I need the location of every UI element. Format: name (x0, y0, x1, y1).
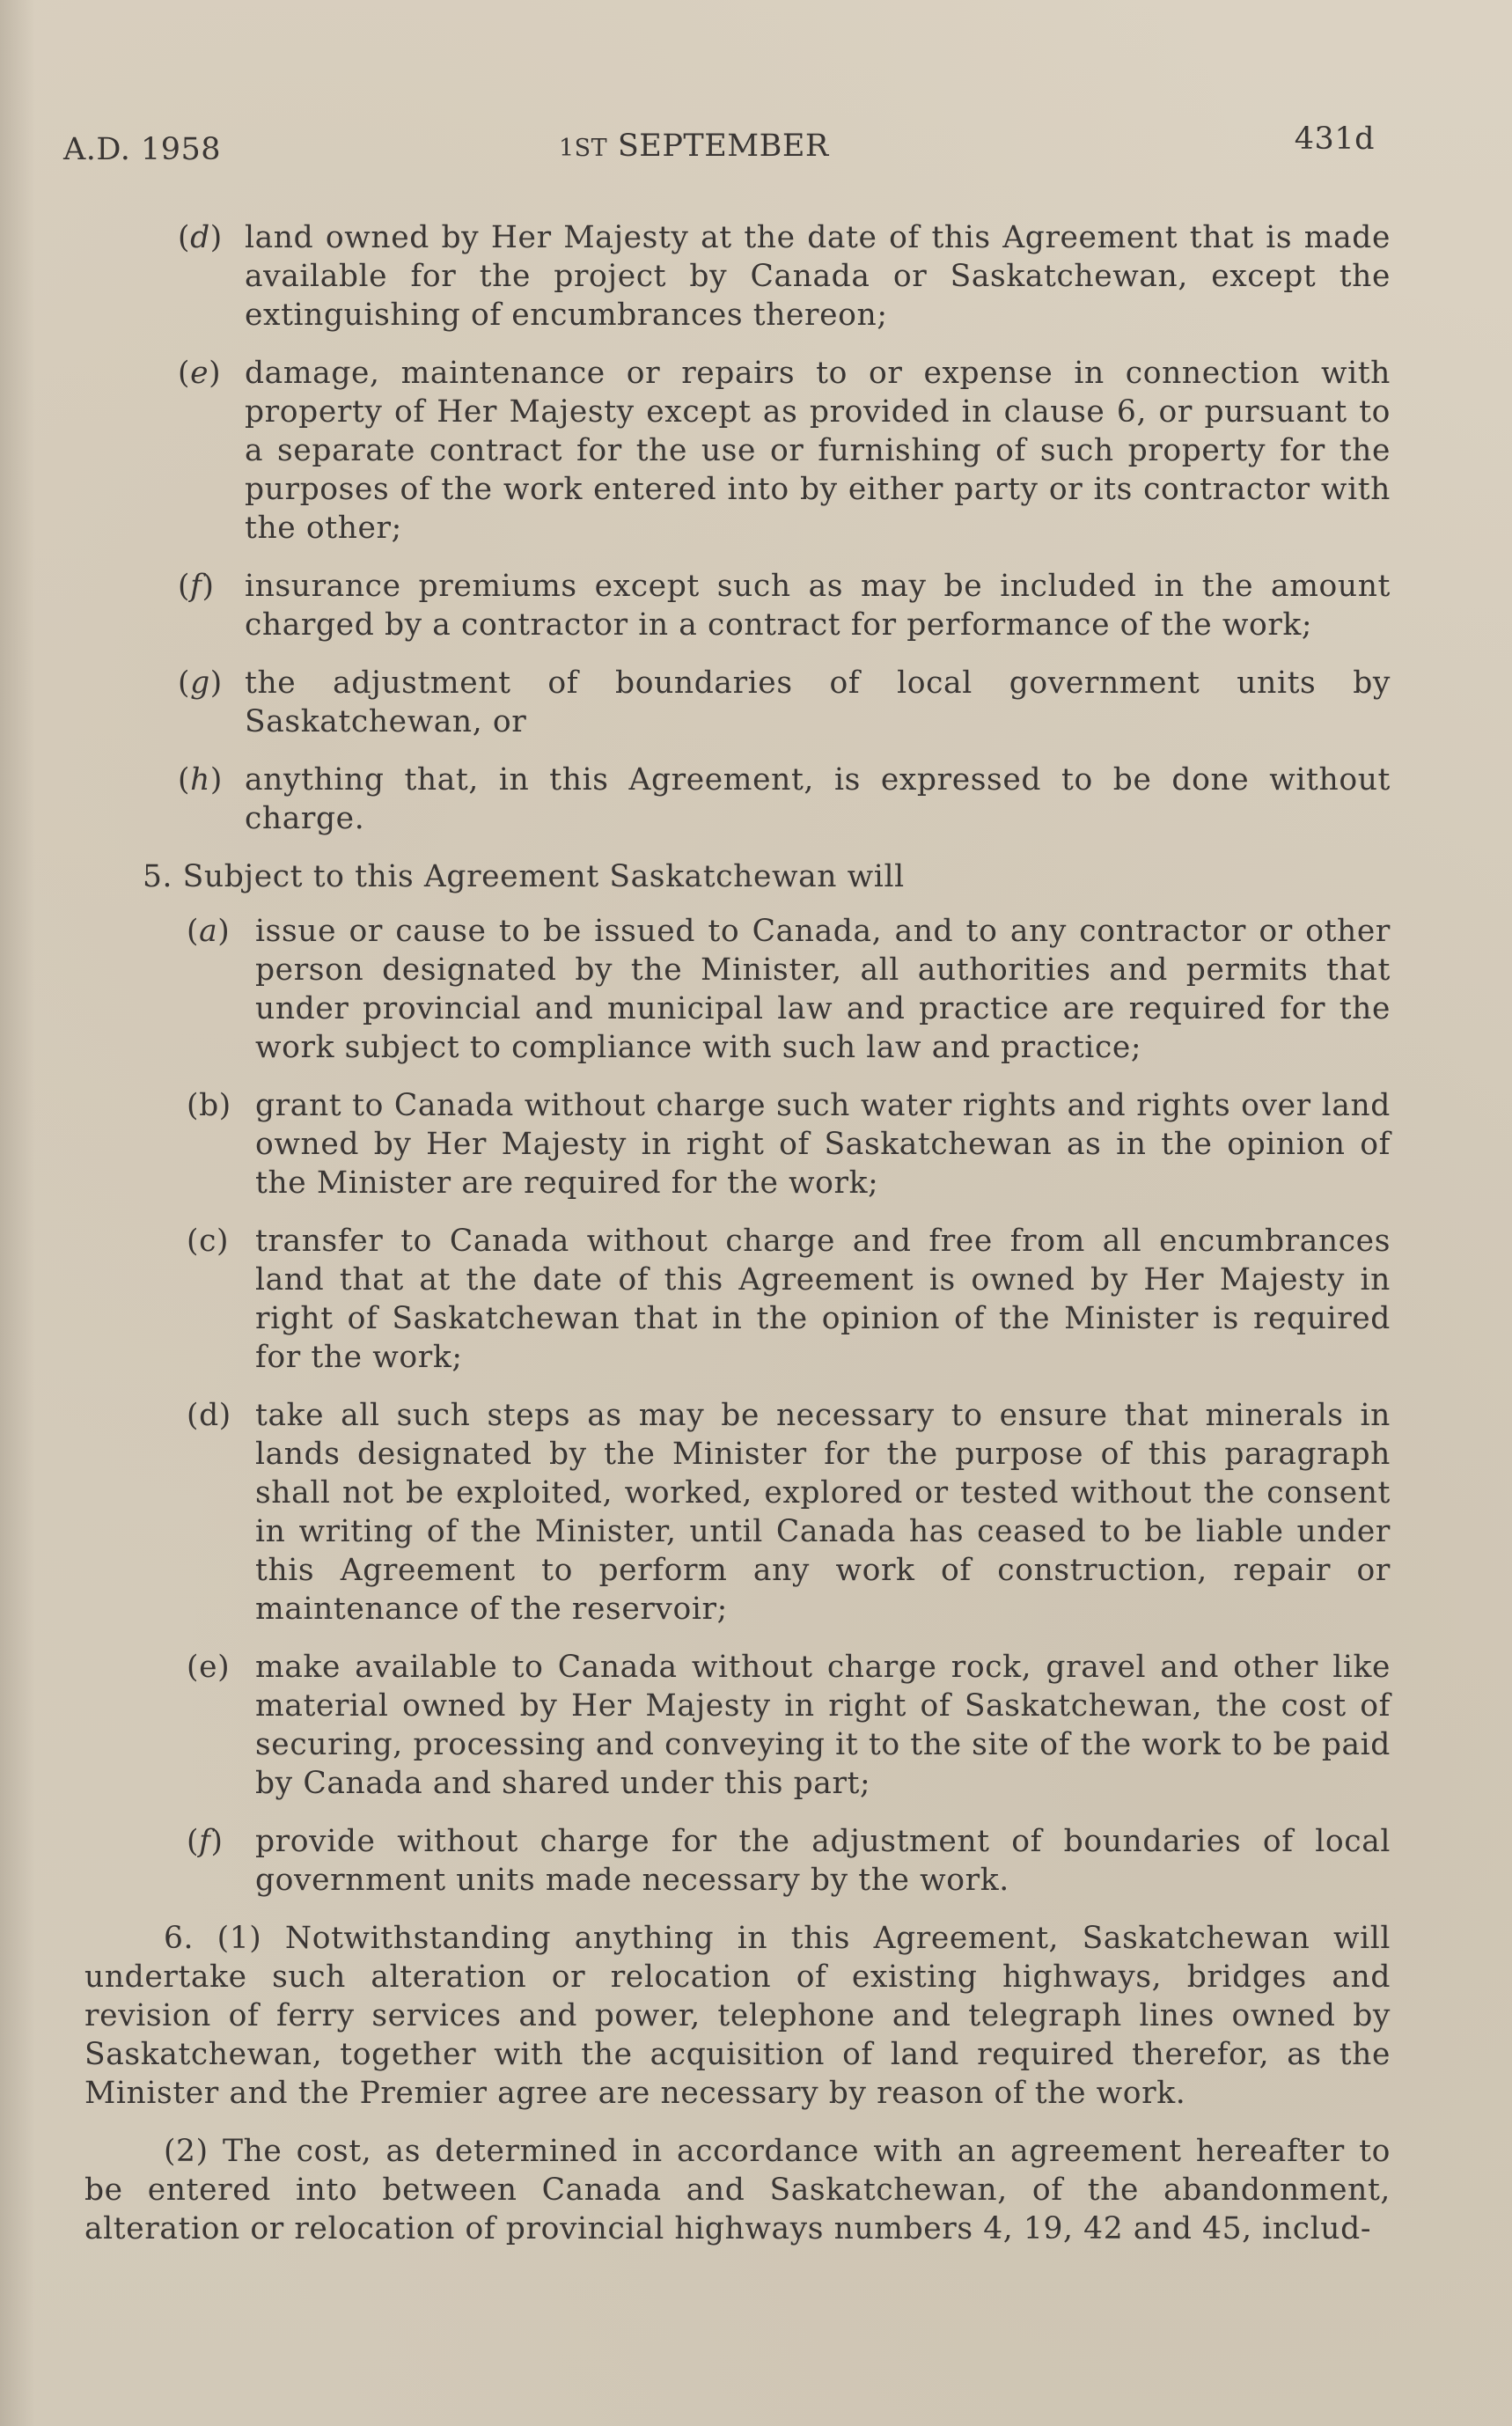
clause-5-item-a (79, 912, 1391, 1067)
item-text: the adjustment of boundaries of local government units by Saskatchewan, or (245, 665, 1391, 739)
clause-4-item-f (79, 567, 1391, 644)
item-label: (d) (178, 220, 223, 255)
item-label: (a) (187, 914, 231, 949)
clause-6-paragraph-1: 6. (1) Notwithstanding anything in this Agreement, Saskatchewan will undertake such alteration or relocation of existing highways, bridges and revision of ferry services and power, telephone and telegraph lines owned by Saskatchewan, together with the acquisition of land required therefor, as the Minister and the Premier agree are necessary by reason of the work. (84, 1921, 1391, 2111)
clause-5-item-d (79, 1396, 1391, 1628)
clause-6-paragraph-2: (2) The cost, as determined in accordance with an agreement hereafter to be entered into between Canada and Saskatchewan, of the abandonment, alteration or relocation of provincial highways numbers 4, 19, 42 and 45, includ- (84, 2134, 1391, 2246)
clause-4-item-g (79, 664, 1391, 741)
header-year: A.D. 1958 (63, 132, 222, 167)
header-date-prefix: 1ST (559, 135, 608, 162)
header-date (559, 129, 829, 164)
item-text: anything that, in this Agreement, is expressed to be done without charge. (245, 762, 1391, 836)
item-text: transfer to Canada without charge and free from all encumbrances land that at the date of this Agreement is owned by Her Majesty in right of Saskatchewan that in the opinion of the Minister is required for the work; (255, 1224, 1391, 1375)
item-text: damage, maintenance or repairs to or expense in connection with property of Her Majesty except as provided in clause 6, or pursuant to a separate contract for the use or furnishing of such property for the purposes of the work entered into by either party or its contractor with the other; (245, 356, 1391, 546)
clause-5-item-e (79, 1648, 1391, 1803)
item-text: take all such steps as may be necessary to ensure that minerals in lands designated by the Minister for the purpose of this paragraph shall not be exploited, worked, explored or tested without the consent in writing of the Minister, until Canada has ceased to be liable under this Agreement to perform any work of construction, repair or maintenance of the reservoir; (255, 1398, 1391, 1627)
item-text: land owned by Her Majesty at the date of this Agreement that is made available for the project by Canada or Saskatchewan, except the extinguishing of encumbrances thereon; (245, 220, 1391, 333)
item-label: (c) (187, 1224, 230, 1259)
item-label: (e) (178, 356, 222, 391)
clause-4-item-e (79, 354, 1391, 548)
page-number: 431d (1294, 121, 1375, 157)
header-date-month: SEPTEMBER (617, 129, 829, 164)
item-text: issue or cause to be issued to Canada, and to any contractor or other person designated by the Minister, all authorities and permits that under provincial and municipal law and practice are required for the work subject to compliance with such law and practice; (255, 914, 1391, 1065)
item-text: grant to Canada without charge such water rights and rights over land owned by Her Majesty in right of Saskatchewan as in the opinion of the Minister are required for the work; (255, 1088, 1391, 1201)
clause-4-item-h (79, 761, 1391, 838)
item-label: (b) (187, 1088, 231, 1123)
page-header (63, 121, 1375, 174)
clause-5-intro: 5. Subject to this Agreement Saskatchewan will (143, 859, 905, 894)
clause-5-item-c (79, 1222, 1391, 1377)
item-label: (e) (187, 1650, 231, 1685)
clause-5-item-b (79, 1086, 1391, 1202)
item-label: (f) (187, 1824, 224, 1859)
clause-4-item-d (79, 218, 1391, 334)
page-edge-shadow (0, 0, 35, 2426)
item-label: (g) (178, 665, 223, 701)
item-label: (f) (178, 569, 215, 604)
item-text: provide without charge for the adjustment of boundaries of local government units made necessary by the work. (255, 1824, 1391, 1898)
item-label: (h) (178, 762, 223, 798)
item-text: insurance premiums except such as may be included in the amount charged by a contractor in a contract for performance of the work; (245, 569, 1391, 643)
item-text: make available to Canada without charge rock, gravel and other like material owned by Her Majesty in right of Saskatchewan, the cost of securing, processing and conveying it to the site of the work to be paid by Canada and shared under this part; (255, 1650, 1391, 1801)
clause-5-item-f (79, 1822, 1391, 1900)
document-body (79, 218, 1391, 2268)
item-label: (d) (187, 1398, 231, 1433)
